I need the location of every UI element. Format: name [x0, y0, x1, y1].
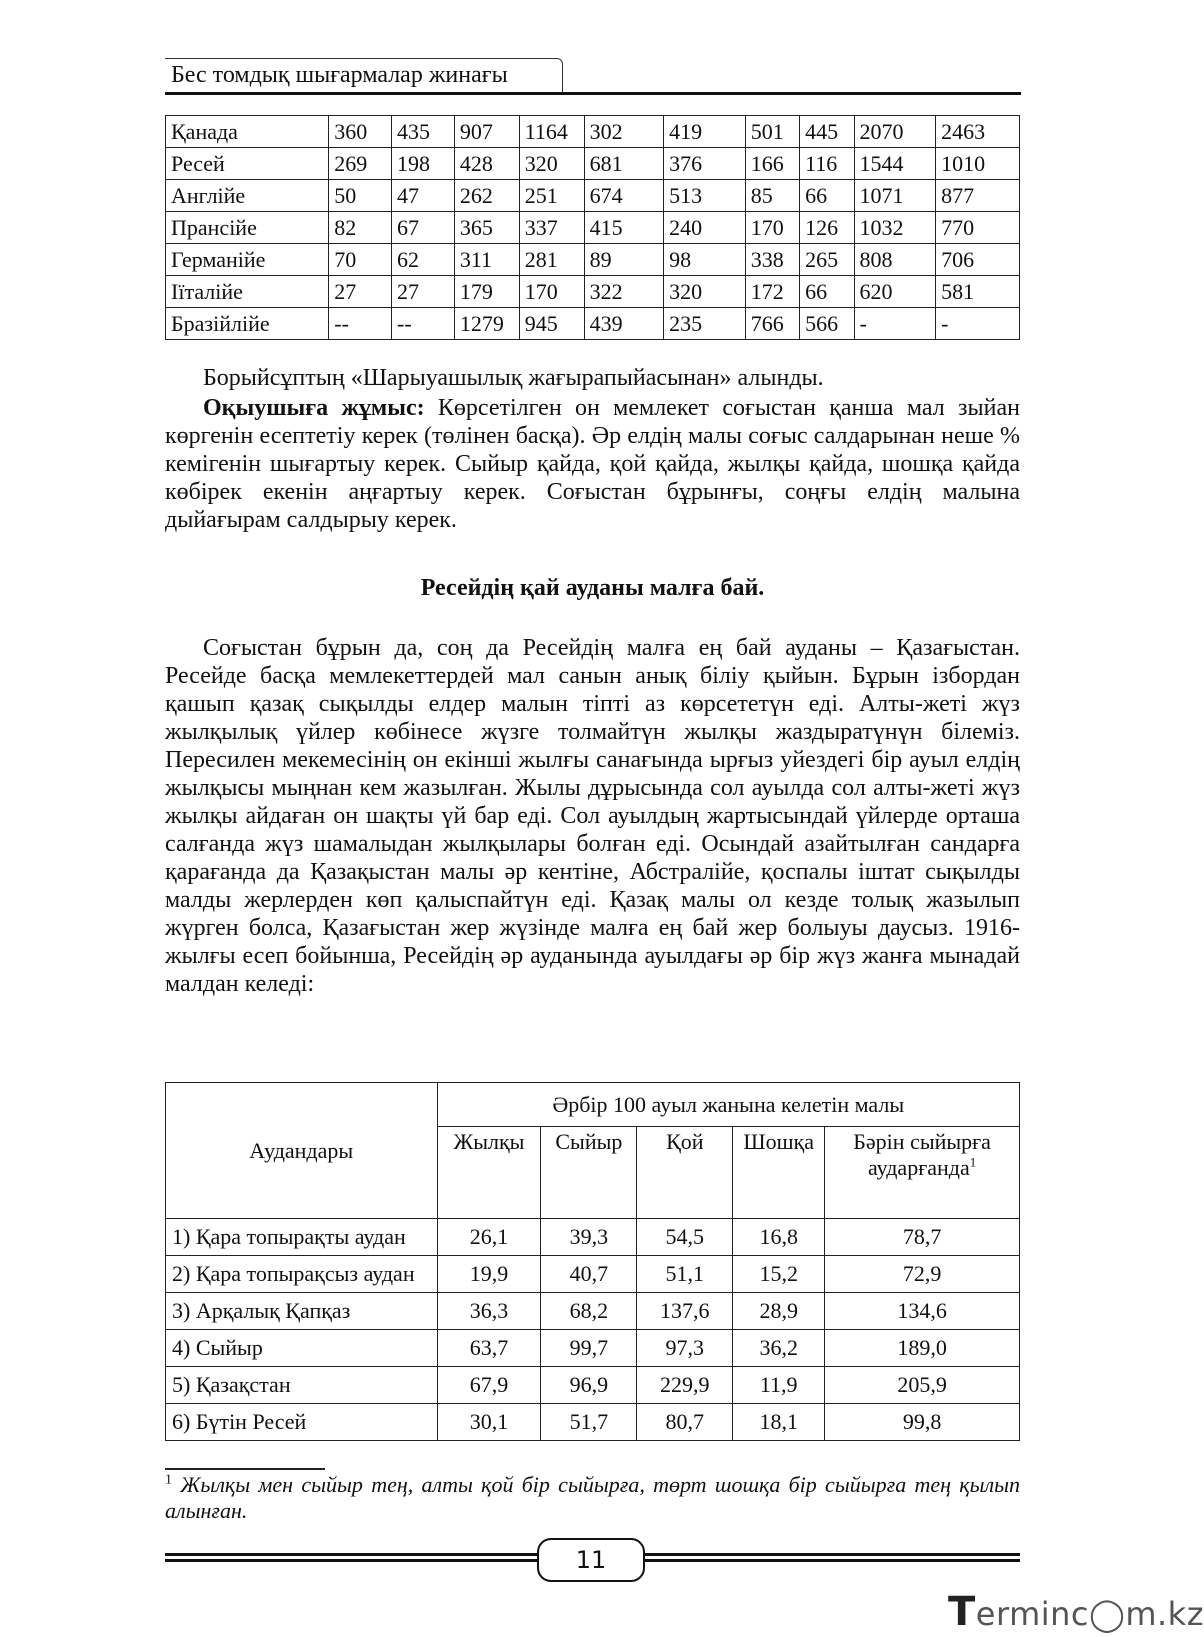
value-cell: 808	[854, 244, 936, 276]
value-cell: 229,9	[637, 1367, 733, 1404]
value-cell: --	[392, 308, 455, 340]
col-total-label: Бәрін сыйырға аударғанда	[853, 1129, 991, 1180]
value-cell: 134,6	[825, 1293, 1020, 1330]
col-total-header	[825, 1127, 1020, 1219]
value-cell: 620	[854, 276, 936, 308]
value-cell: 39,3	[541, 1219, 637, 1256]
footnote-text: Жылқы мен сыйыр тең, алты қой бір сыйырға, төрт шошқа бір сыйырға тең қылып алынған.	[165, 1472, 1020, 1523]
region-cell: 6) Бүтін Ресей	[166, 1404, 438, 1441]
value-cell: 706	[936, 244, 1020, 276]
value-cell: -	[936, 308, 1020, 340]
header-rule	[165, 92, 1021, 95]
value-cell: 18,1	[733, 1404, 825, 1441]
page-number: 11	[537, 1538, 645, 1582]
value-cell: 172	[745, 276, 799, 308]
value-cell: 281	[519, 244, 584, 276]
country-cell: Ресей	[166, 148, 329, 180]
livestock-per-100-table	[165, 1082, 1020, 1441]
table2-body	[166, 1219, 1020, 1441]
value-cell: 376	[664, 148, 746, 180]
value-cell: 82	[329, 212, 392, 244]
col-region-header: Аудандары	[166, 1083, 438, 1219]
value-cell: -	[854, 308, 936, 340]
value-cell: 2463	[936, 116, 1020, 148]
value-cell: 302	[584, 116, 664, 148]
value-cell: 96,9	[541, 1367, 637, 1404]
footnote-rule	[165, 1468, 325, 1470]
region-cell: 3) Арқалық Қапқаз	[166, 1293, 438, 1330]
value-cell: 19,9	[437, 1256, 541, 1293]
value-cell: 16,8	[733, 1219, 825, 1256]
value-cell: 240	[664, 212, 746, 244]
value-cell: 15,2	[733, 1256, 825, 1293]
footnote-ref: 1	[969, 1154, 977, 1170]
value-cell: 1010	[936, 148, 1020, 180]
value-cell: 66	[800, 276, 854, 308]
value-cell: 99,8	[825, 1404, 1020, 1441]
value-cell: 27	[392, 276, 455, 308]
value-cell: 581	[936, 276, 1020, 308]
value-cell: 419	[664, 116, 746, 148]
value-cell: 360	[329, 116, 392, 148]
value-cell: 126	[800, 212, 854, 244]
value-cell: 54,5	[637, 1219, 733, 1256]
value-cell: 78,7	[825, 1219, 1020, 1256]
value-cell: 27	[329, 276, 392, 308]
body-paragraph: Соғыстан бұрын да, соң да Ресейдің малға ең бай ауданы – Қазағыстан. Ресейде басқа мемлекеттердей мал санын анық біліу қыйын. Бұрын ізбордан қашып қазақ сықылды елдер малын тіпті аз көрсететүн еді. Алты-жеті жүз жылқылық үйлер көбінесе жүзге толмайтүн жылқы жаздыратүнүн білеміз. Пересилен мекемесінің он екінші жылғы санағында ырғыз уйездегі бір ауыл елдің жылқысы мыңнан кем жазылған. Жылы дұрысында сол ауылда сол алты-жеті жүз жылқы айдаған он шақты үй бар еді. Сол ауылдың жартысындай үйлерде орташа салғанда жүз шамалыдан жылқылары болған еді. Осындай азайтылған сандарға қарағанда да Қазақыстан малы әр кентіне, Абстралійе, қоспалы іштат сықылды малды жерлерден көп қалыспайтүн еді. Қазақ малы ол кезде толық жазылып жүрген болса, Қазағыстан жер жүзінде малға ең бай жер болыуы даусыз. 1916-жылғы есеп бойынша, Ресейдің әр ауданында ауылдағы әр бір жүз жанға мынадай малдан келеді:	[165, 635, 1020, 997]
value-cell: 338	[745, 244, 799, 276]
value-cell: 99,7	[541, 1330, 637, 1367]
value-cell: 98	[664, 244, 746, 276]
value-cell: 1071	[854, 180, 936, 212]
value-cell: 907	[454, 116, 519, 148]
value-cell: 320	[519, 148, 584, 180]
country-cell: Англійе	[166, 180, 329, 212]
col-sheep-header: Қой	[637, 1127, 733, 1219]
value-cell: 72,9	[825, 1256, 1020, 1293]
value-cell: 89	[584, 244, 664, 276]
value-cell: 51,1	[637, 1256, 733, 1293]
value-cell: 674	[584, 180, 664, 212]
value-cell: 70	[329, 244, 392, 276]
table-row	[166, 276, 1020, 308]
value-cell: 28,9	[733, 1293, 825, 1330]
table-row	[166, 180, 1020, 212]
value-cell: 1279	[454, 308, 519, 340]
value-cell: 50	[329, 180, 392, 212]
value-cell: 766	[745, 308, 799, 340]
value-cell: 566	[800, 308, 854, 340]
table1-body	[166, 116, 1020, 340]
country-cell: Қанада	[166, 116, 329, 148]
value-cell: 1544	[854, 148, 936, 180]
value-cell: 51,7	[541, 1404, 637, 1441]
value-cell: 513	[664, 180, 746, 212]
footnote	[165, 1472, 1020, 1524]
section-title: Ресейдің қай ауданы малға бай.	[420, 575, 765, 601]
value-cell: 2070	[854, 116, 936, 148]
value-cell: 877	[936, 180, 1020, 212]
value-cell: 80,7	[637, 1404, 733, 1441]
table-row	[166, 244, 1020, 276]
livestock-by-country-table	[165, 115, 1020, 340]
book-title: Бес томдық шығармалар жинағы	[171, 62, 508, 88]
value-cell: 137,6	[637, 1293, 733, 1330]
value-cell: 40,7	[541, 1256, 637, 1293]
value-cell: 445	[800, 116, 854, 148]
value-cell: 66	[800, 180, 854, 212]
value-cell: 235	[664, 308, 746, 340]
value-cell: 36,2	[733, 1330, 825, 1367]
value-cell: 435	[392, 116, 455, 148]
value-cell: 189,0	[825, 1330, 1020, 1367]
value-cell: 269	[329, 148, 392, 180]
value-cell: 945	[519, 308, 584, 340]
table-row	[166, 116, 1020, 148]
value-cell: 428	[454, 148, 519, 180]
value-cell: 170	[745, 212, 799, 244]
source-note: Борыйсұптың «Шарыуашылық жағырапыйасынан» алынды.	[203, 365, 824, 391]
table-row	[166, 308, 1020, 340]
watermark-rest: erminc◯m.kz	[975, 1595, 1204, 1633]
value-cell: 62	[392, 244, 455, 276]
value-cell: 1164	[519, 116, 584, 148]
col-pig-header: Шошқа	[733, 1127, 825, 1219]
table-row	[166, 1367, 1020, 1404]
col-cow-header: Сыйыр	[541, 1127, 637, 1219]
region-cell: 5) Қазақстан	[166, 1367, 438, 1404]
value-cell: 47	[392, 180, 455, 212]
country-cell: Германійе	[166, 244, 329, 276]
value-cell: 85	[745, 180, 799, 212]
value-cell: 205,9	[825, 1367, 1020, 1404]
country-cell: Прансійе	[166, 212, 329, 244]
value-cell: 320	[664, 276, 746, 308]
region-cell: 4) Сыйыр	[166, 1330, 438, 1367]
value-cell: 166	[745, 148, 799, 180]
value-cell: 198	[392, 148, 455, 180]
country-cell: Іїталійе	[166, 276, 329, 308]
group-header: Әрбір 100 ауыл жанына келетін малы	[437, 1083, 1020, 1127]
table-row	[166, 1256, 1020, 1293]
value-cell: 415	[584, 212, 664, 244]
value-cell: 36,3	[437, 1293, 541, 1330]
table-row	[166, 148, 1020, 180]
value-cell: 63,7	[437, 1330, 541, 1367]
task-label: Оқыушыға жұмыс:	[203, 395, 425, 421]
value-cell: 30,1	[437, 1404, 541, 1441]
value-cell: 501	[745, 116, 799, 148]
table-row	[166, 1293, 1020, 1330]
value-cell: 1032	[854, 212, 936, 244]
value-cell: 262	[454, 180, 519, 212]
region-cell: 1) Қара топырақты аудан	[166, 1219, 438, 1256]
value-cell: 170	[519, 276, 584, 308]
value-cell: 770	[936, 212, 1020, 244]
col-horse-header: Жылқы	[437, 1127, 541, 1219]
value-cell: 311	[454, 244, 519, 276]
value-cell: 439	[584, 308, 664, 340]
value-cell: 11,9	[733, 1367, 825, 1404]
value-cell: 179	[454, 276, 519, 308]
value-cell: 67	[392, 212, 455, 244]
value-cell: 322	[584, 276, 664, 308]
student-task	[165, 394, 1020, 534]
table-row	[166, 1330, 1020, 1367]
value-cell: 681	[584, 148, 664, 180]
value-cell: 68,2	[541, 1293, 637, 1330]
value-cell: 265	[800, 244, 854, 276]
watermark-initial: T	[948, 1589, 976, 1635]
table-row	[166, 1404, 1020, 1441]
table-row	[166, 1219, 1020, 1256]
value-cell: --	[329, 308, 392, 340]
value-cell: 251	[519, 180, 584, 212]
region-cell: 2) Қара топырақсыз аудан	[166, 1256, 438, 1293]
watermark-logo	[948, 1589, 1204, 1635]
value-cell: 97,3	[637, 1330, 733, 1367]
task-text: Көрсетілген он мемлекет соғыстан қанша мал зыйан көргенін есептетіу керек (төлінен басқа). Әр елдің малы соғыс салдарынан неше % кемігенін шығартыу керек. Сыйыр қайда, қой қайда, жылқы қайда, шошқа қайда көбірек екенін аңғартыу керек. Соғыстан бұрынғы, соңғы елдің малына дыйағырам салдырыу керек.	[165, 395, 1020, 533]
value-cell: 26,1	[437, 1219, 541, 1256]
value-cell: 116	[800, 148, 854, 180]
table-row	[166, 212, 1020, 244]
page-header	[165, 58, 1021, 96]
value-cell: 337	[519, 212, 584, 244]
value-cell: 67,9	[437, 1367, 541, 1404]
value-cell: 365	[454, 212, 519, 244]
footnote-mark: 1	[165, 1472, 172, 1488]
country-cell: Бразійлійе	[166, 308, 329, 340]
